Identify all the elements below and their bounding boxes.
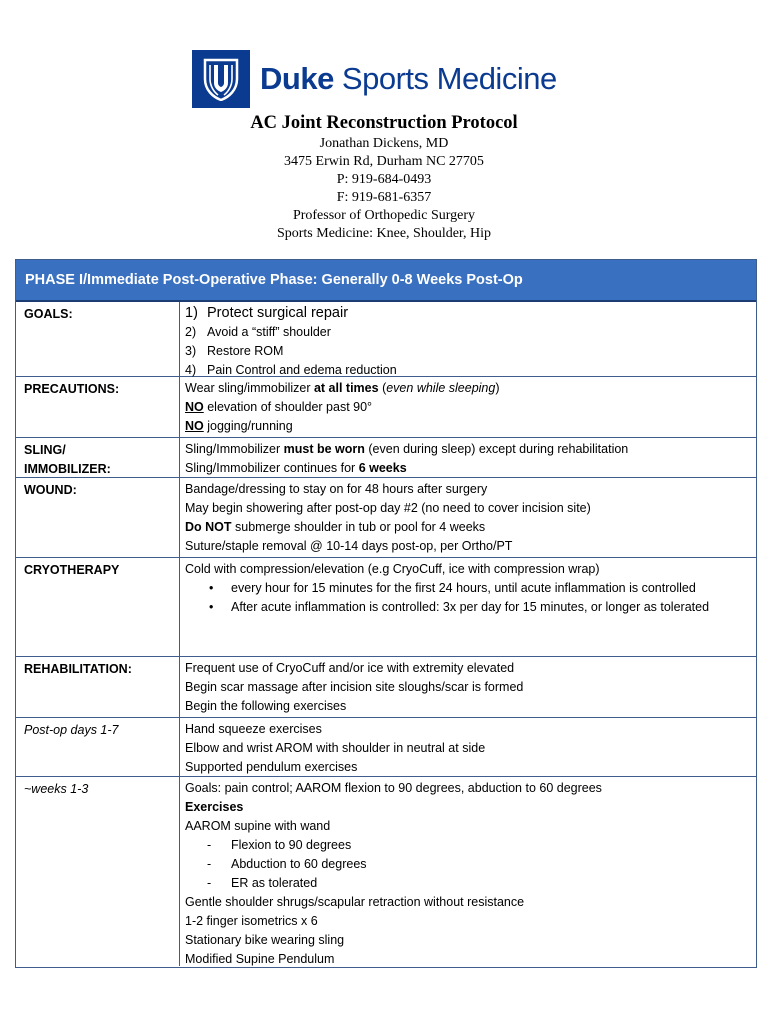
table-row-goals: [16, 302, 756, 377]
list-item: 1) Protect surgical repair: [185, 305, 349, 321]
table-row-cryotherapy: [16, 558, 756, 657]
list-item: 3) Restore ROM: [185, 344, 284, 358]
position: Professor of Orthopedic Surgery: [292, 208, 476, 223]
physician-name: Jonathan Dickens, MD: [319, 136, 449, 151]
specialty: Sports Medicine: Knee, Shoulder, Hip: [276, 226, 492, 241]
fax: F: 919-681-6357: [336, 190, 432, 205]
row-label: PRECAUTIONS:: [16, 377, 180, 437]
table-row-wound: [16, 478, 756, 558]
protocol-table: [15, 259, 757, 968]
table-row-precautions: [16, 377, 756, 438]
list-item: - ER as tolerated: [207, 876, 318, 890]
list-item: 4) Pain Control and edema reduction: [185, 363, 397, 377]
list-item: • After acute inflammation is controlled: 3x per day for 15 minutes, or longer as tolerated: [209, 600, 710, 614]
wound-text: Bandage/dressing to stay on for 48 hours after surgery May begin showering after post-op day #2 (no need to cover incision site) Do NOT submerge shoulder in tub or pool for 4 weeks Suture/staple removal @ 10-14 days post-op, per Ortho/PT: [185, 482, 591, 553]
list-item: - Flexion to 90 degrees: [207, 838, 352, 852]
row-label: CRYOTHERAPY: [16, 558, 180, 656]
row-label: GOALS:: [16, 302, 180, 376]
list-item: - Abduction to 60 degrees: [207, 857, 367, 871]
list-item: • every hour for 15 minutes for the first 24 hours, until acute inflammation is controlled: [209, 581, 696, 595]
table-row-weeks-1-3: [16, 777, 756, 966]
table-row-sling: [16, 438, 756, 478]
row-label: WOUND:: [16, 478, 180, 557]
goals-list: [180, 302, 756, 376]
rehabilitation-text: Frequent use of CryoCuff and/or ice with extremity elevated Begin scar massage after incision site sloughs/scar is formed Begin the following exercises: [185, 661, 524, 713]
document-title: AC Joint Reconstruction Protocol: [250, 113, 518, 133]
document-header: [0, 111, 768, 243]
precautions-text: Wear sling/immobilizer at all times (even while sleeping) NO elevation of shoulder past 90° NO jogging/running: [185, 381, 500, 433]
row-label: SLING/ IMMOBILIZER:: [16, 438, 180, 477]
table-row-rehabilitation: [16, 657, 756, 718]
row-label: ~weeks 1-3: [16, 777, 180, 966]
logo-text: Duke Sports Medicine: [260, 61, 557, 96]
row-label: REHABILITATION:: [16, 657, 180, 717]
weeks-text: Goals: pain control; AAROM flexion to 90 degrees, abduction to 60 degrees Exercises AAROM supine with wand - Flexion to 90 degrees - Abduction to 60 degrees - ER as tolerated Gentle shoulder shrugs/scapular retraction without resistance 1-2 finger isometrics x 6 Stationary bike wearing sling Modified Supine Pendulum: [180, 777, 756, 966]
address: 3475 Erwin Rd, Durham NC 27705: [284, 154, 484, 169]
duke-sports-medicine-logo: [192, 50, 557, 108]
phone: P: 919-684-0493: [336, 172, 432, 187]
phase-header: PHASE I/Immediate Post-Operative Phase: Generally 0-8 Weeks Post-Op: [16, 260, 756, 302]
postop-text: Hand squeeze exercises Elbow and wrist AROM with shoulder in neutral at side Supported pendulum exercises: [185, 722, 486, 774]
row-label: Post-op days 1-7: [16, 718, 180, 776]
duke-shield-icon: [192, 50, 250, 108]
table-row-postop-days: [16, 718, 756, 777]
list-item: 2) Avoid a “stiff” shoulder: [185, 325, 331, 339]
cryotherapy-text: Cold with compression/elevation (e.g CryoCuff, ice with compression wrap) • every hour for 15 minutes for the first 24 hours, until acute inflammation is controlled • After acute inflammation is controlled: 3x per day for 15 minutes, or longer as tolerated: [180, 558, 756, 656]
sling-text: Sling/Immobilizer must be worn (even during sleep) except during rehabilitation Sling/Immobilizer continues for 6 weeks: [185, 442, 629, 475]
